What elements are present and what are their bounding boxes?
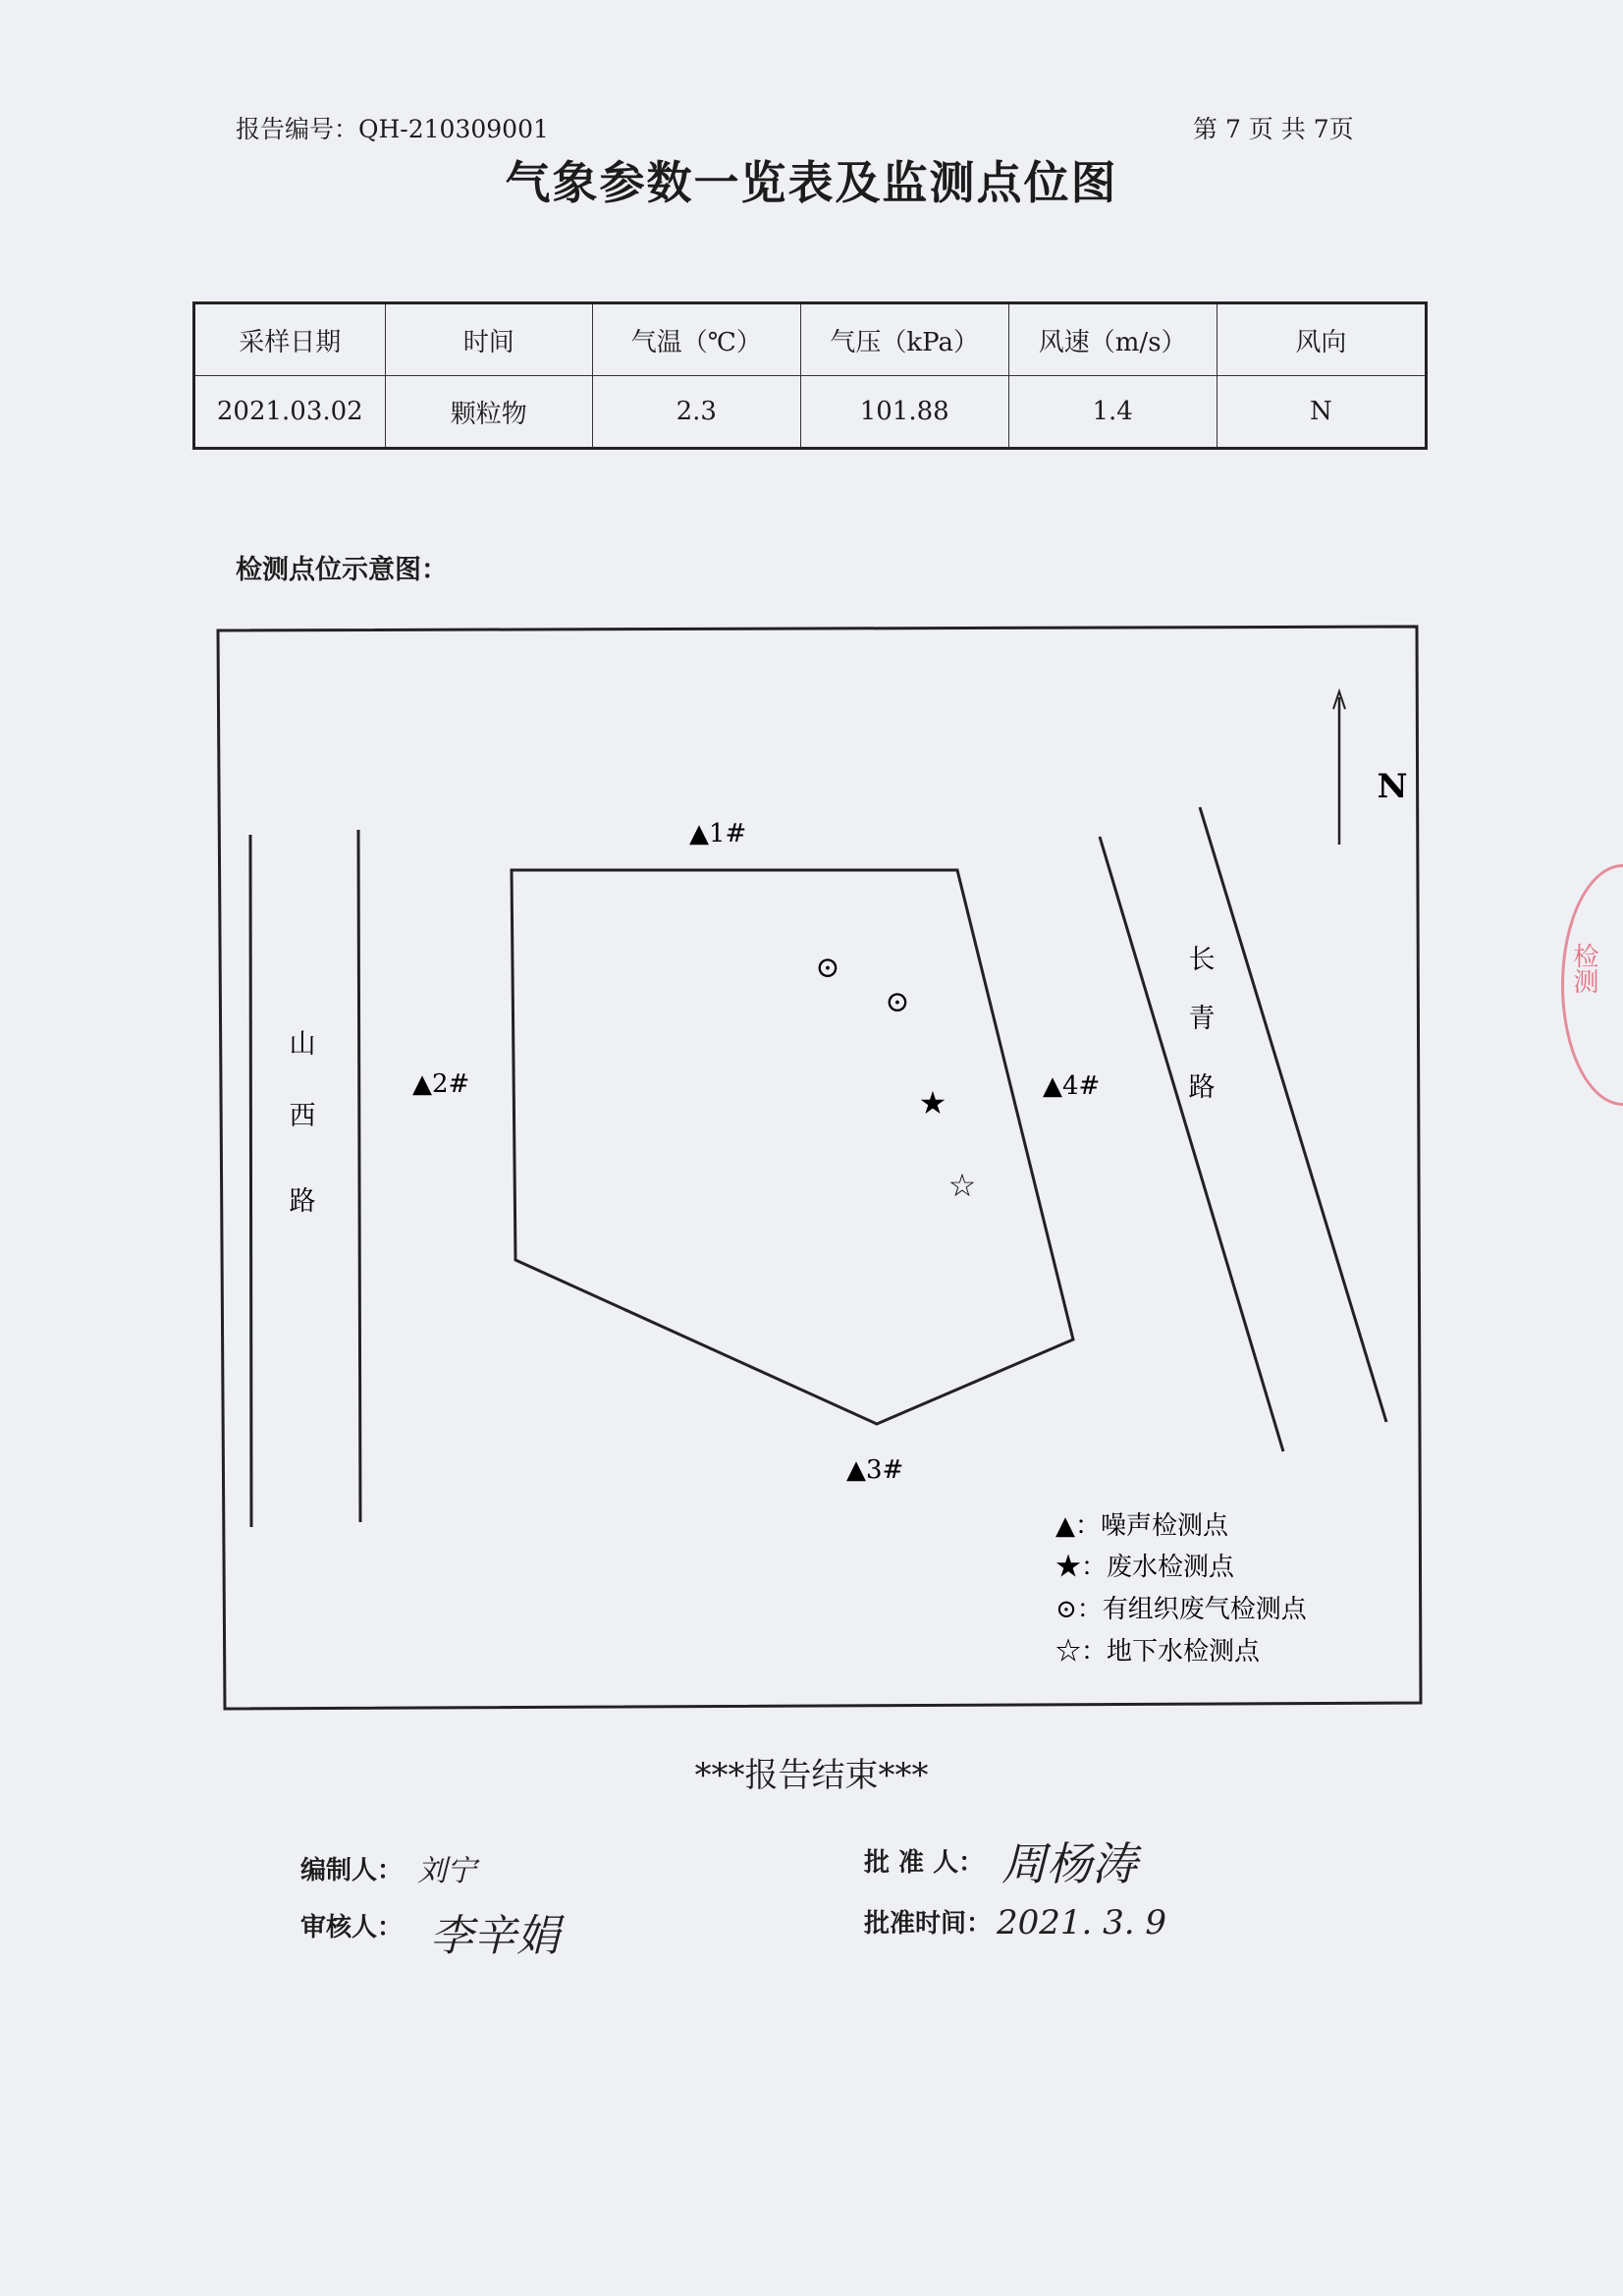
reviewer-signature: 李辛娟: [430, 1911, 560, 1961]
map-frame: [218, 627, 1421, 1709]
report-end: ***报告结束***: [694, 1756, 929, 1795]
table-cell: 101.88: [800, 376, 1008, 449]
table-header-cell: 气压（kPa）: [800, 303, 1008, 376]
road-west-line: [250, 835, 251, 1527]
exhaust-point-icon: ⊙: [815, 951, 840, 985]
approver-label: 批 准 人：: [864, 1848, 985, 1878]
page-title: 气象参数一览表及监测点位图: [505, 156, 1118, 209]
reviewer-label: 审核人：: [300, 1913, 404, 1942]
table-header-cell: 时间: [385, 303, 592, 376]
table-cell: 1.4: [1008, 376, 1217, 449]
table-header-cell: 风速（m/s）: [1008, 303, 1217, 376]
table-cell: 颗粒物: [385, 376, 592, 449]
noise-point-4: ▲4#: [1043, 1071, 1101, 1101]
approve-time: 2021. 3. 9: [997, 1903, 1167, 1942]
road-west-char: 西: [289, 1101, 316, 1131]
groundwater-point-icon: ☆: [947, 1167, 977, 1204]
wastewater-point-icon: ★: [918, 1084, 947, 1121]
legend-wastewater: ★：废水检测点: [1055, 1553, 1235, 1582]
noise-point-3: ▲3#: [846, 1455, 904, 1485]
road-west-char: 山: [289, 1029, 316, 1060]
road-east-line: [1200, 807, 1386, 1422]
legend-exhaust: ⊙：有组织废气检测点: [1055, 1595, 1307, 1624]
road-east-char: 路: [1188, 1072, 1216, 1103]
road-west-line: [358, 830, 360, 1522]
noise-point-1: ▲1#: [689, 819, 747, 848]
exhaust-point-icon: ⊙: [885, 985, 910, 1019]
approver-signature: 周杨涛: [1001, 1837, 1137, 1890]
map-heading: 检测点位示意图：: [236, 555, 448, 585]
north-label: N: [1377, 767, 1408, 806]
table-header-cell: 采样日期: [194, 303, 386, 376]
table-cell: 2.3: [592, 376, 800, 449]
legend-groundwater: ☆：地下水检测点: [1055, 1637, 1261, 1667]
report-number: 报告编号：QH-210309001: [236, 115, 549, 143]
page-number: 第 7 页 共 7页: [1193, 115, 1354, 143]
table-cell: 2021.03.02: [194, 376, 386, 449]
seal-stamp-text: 检测: [1569, 943, 1598, 994]
legend-noise: ▲：噪声检测点: [1055, 1511, 1228, 1541]
road-east-char: 青: [1188, 1004, 1216, 1034]
noise-point-2: ▲2#: [412, 1069, 470, 1099]
site-boundary: [512, 870, 1073, 1424]
table-header-cell: 风向: [1217, 303, 1426, 376]
approve-time-label: 批准时间：: [864, 1909, 993, 1939]
road-east-char: 长: [1188, 945, 1216, 975]
compiler-label: 编制人：: [300, 1856, 404, 1886]
road-east-line: [1100, 837, 1283, 1451]
table-header-cell: 气温（℃）: [592, 303, 800, 376]
road-west-char: 路: [289, 1186, 316, 1217]
table-cell: N: [1217, 376, 1426, 449]
compiler-signature: 刘宁: [417, 1854, 476, 1888]
